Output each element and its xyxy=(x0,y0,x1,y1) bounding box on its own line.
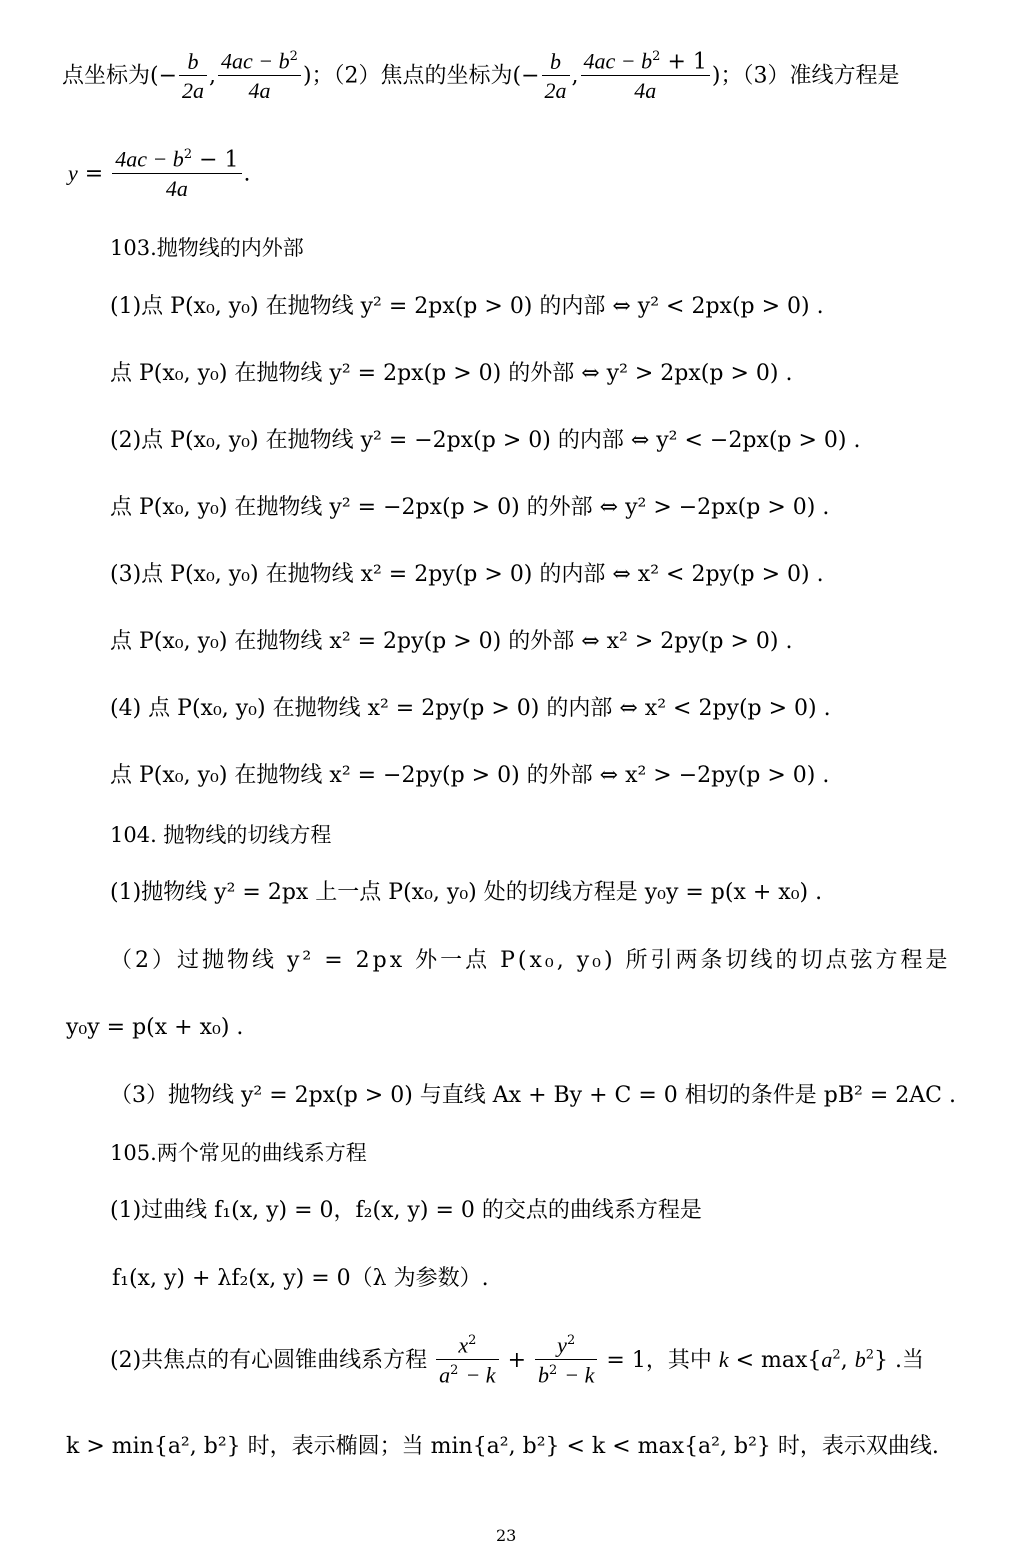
text-line: 点 P(x₀, y₀) 在抛物线 y² = 2px(p > 0) 的外部 ⇔ y² > 2px(p > 0) . xyxy=(110,361,793,386)
text-line: y₀y = p(x + x₀) . xyxy=(66,1015,244,1040)
text-line: (4) 点 P(x₀, y₀) 在抛物线 x² = 2py(p > 0) 的内部 ⇔ x² < 2py(p > 0) . xyxy=(110,696,831,721)
section-heading: 105.两个常见的曲线系方程 xyxy=(110,1141,367,1165)
text-line: f₁(x, y) + λf₂(x, y) = 0（λ 为参数）. xyxy=(112,1266,489,1291)
text-line: （3）抛物线 y² = 2px(p > 0) 与直线 Ax + By + C = 0 相切的条件是 pB² = 2AC . xyxy=(110,1083,956,1108)
text-line: (1)抛物线 y² = 2px 上一点 P(x₀, y₀) 处的切线方程是 y₀y = p(x + x₀) . xyxy=(110,880,823,905)
text-line: (1)点 P(x₀, y₀) 在抛物线 y² = 2px(p > 0) 的内部 ⇔ y² < 2px(p > 0) . xyxy=(110,294,824,319)
page-number: 23 xyxy=(496,1526,517,1545)
text-line: k > min{a², b²} 时，表示椭圆；当 min{a², b²} < k < max{a², b²} 时，表示双曲线. xyxy=(66,1434,939,1459)
text-line: 点 P(x₀, y₀) 在抛物线 x² = −2py(p > 0) 的外部 ⇔ x² > −2py(p > 0) . xyxy=(110,763,830,788)
text-line: (2)点 P(x₀, y₀) 在抛物线 y² = −2px(p > 0) 的内部 ⇔ y² < −2px(p > 0) . xyxy=(110,428,861,453)
text-line: (3)点 P(x₀, y₀) 在抛物线 x² = 2py(p > 0) 的内部 ⇔ x² < 2py(p > 0) . xyxy=(110,562,824,587)
text-line: （2）过抛物线 y² = 2px 外一点 P(x₀, y₀) 所引两条切线的切点弦方程是 xyxy=(110,948,951,973)
text-line: (1)过曲线 f₁(x, y) = 0，f₂(x, y) = 0 的交点的曲线系方程是 xyxy=(110,1198,702,1223)
text-line: y = $\frac{4ac - b^2 - 1}{4a}$ . xyxy=(68,146,251,202)
text-line: 点 P(x₀, y₀) 在抛物线 y² = −2px(p > 0) 的外部 ⇔ y² > −2px(p > 0) . xyxy=(110,495,830,520)
text-line: 点坐标为(− $\frac{b}{2a}$ , $\frac{4ac - b^2}{4a}$ )；（2）焦点的坐标为(− $\frac{b}{2a}$ , $\frac{4ac - b^2 + 1}{4a}$ )；（3）准线方程是 xyxy=(62,48,900,104)
text-line: 点 P(x₀, y₀) 在抛物线 x² = 2py(p > 0) 的外部 ⇔ x² > 2py(p > 0) . xyxy=(110,629,793,654)
section-heading: 104. 抛物线的切线方程 xyxy=(110,823,332,847)
section-heading: 103.抛物线的内外部 xyxy=(110,236,304,260)
text-line: (2)共焦点的有心圆锥曲线系方程 $\frac{x^2}{a^2 - k}$ + $\frac{y^2}{b^2 - k}$ = 1，其中 $k < \max\{a^2$, $b^2$} .当 xyxy=(110,1332,924,1388)
